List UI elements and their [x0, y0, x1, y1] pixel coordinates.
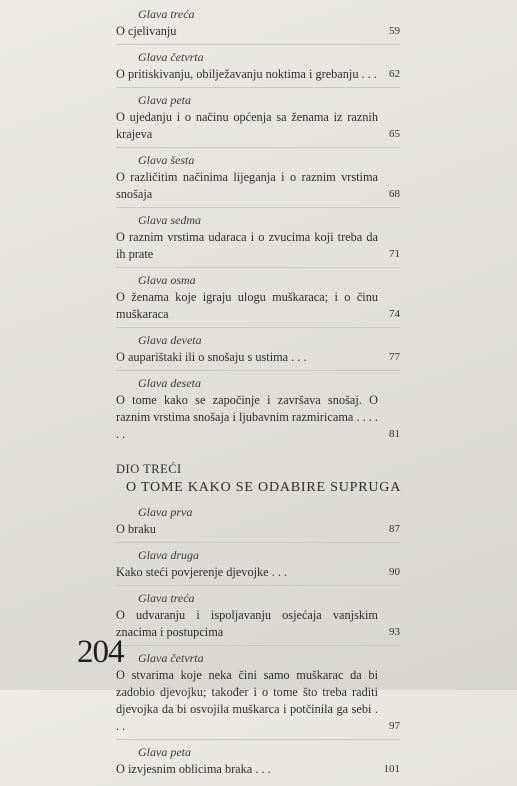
page-number: 71	[389, 248, 400, 260]
toc-entry	[116, 650, 400, 740]
chapter-label: Glava četvrta	[138, 50, 204, 64]
page-number: 90	[389, 566, 400, 578]
entry-row	[116, 23, 400, 40]
chapter-label: Glava deseta	[138, 376, 201, 390]
entry-row	[116, 229, 400, 263]
toc-entry	[116, 152, 400, 208]
entry-title: O stvarima koje neka čini samo muškarac da bi zadobio djevojku; također i o tome što treba raditi djevojka da bi osvojila muškarca i potčinila ga sebi . . .	[116, 668, 378, 733]
toc-entry	[116, 49, 400, 88]
page-number: 81	[389, 428, 400, 440]
chapter-label: Glava druga	[138, 548, 199, 562]
entry-title: O cjelivanju	[116, 24, 177, 38]
entry-row	[116, 392, 400, 443]
entry-row	[116, 607, 400, 641]
entry-row	[116, 564, 400, 581]
toc-entry	[116, 547, 400, 586]
entry-title: O pritiskivanju, obilježavanju noktima i grebanju . . .	[116, 67, 377, 81]
entry-title: O ujedanju i o načinu općenja sa ženama iz raznih krajeva	[116, 110, 378, 141]
toc-entry	[116, 212, 400, 268]
chapter-label: Glava osma	[138, 273, 196, 287]
toc-entry	[116, 272, 400, 328]
entry-row	[116, 169, 400, 203]
entry-title: O udvaranju i ispoljavanju osjećaja vanjskim znacima i postupcima	[116, 608, 378, 639]
page-number: 97	[389, 720, 400, 732]
page-number: 68	[389, 188, 400, 200]
page-number: 93	[389, 626, 400, 638]
folio-page-number: 204	[77, 634, 124, 670]
toc-entry	[116, 332, 400, 371]
toc-entry	[116, 744, 400, 782]
chapter-label: Glava sedma	[138, 213, 201, 227]
toc-entry	[116, 590, 400, 646]
entry-title: O tome kako se započinje i završava snošaj. O raznim vrstima snošaja i ljubavnim razmiricama . . . . . .	[116, 393, 378, 441]
page-number: 65	[389, 128, 400, 140]
part-title: O TOME KAKO SE ODABIRE SUPRUGA	[126, 480, 402, 495]
chapter-label: Glava treća	[138, 7, 195, 21]
page-number: 87	[389, 523, 400, 535]
entry-title: O raznim vrstima udaraca i o zvucima koji treba da ih prate	[116, 230, 378, 261]
entry-title: Kako steći povjerenje djevojke . . .	[116, 565, 288, 579]
chapter-label: Glava četvrta	[138, 651, 204, 665]
entry-row	[116, 521, 400, 538]
table-of-contents	[116, 6, 400, 786]
page-number: 59	[389, 25, 400, 37]
entry-title: O različitim načinima lijeganja i o raznim vrstima snošaja	[116, 170, 378, 201]
part-heading	[116, 461, 400, 498]
chapter-label: Glava prva	[138, 505, 193, 519]
entry-row	[116, 289, 400, 323]
chapter-label: Glava deveta	[138, 333, 202, 347]
part-label: DIO TREĆI	[116, 462, 182, 476]
chapter-label: Glava treća	[138, 591, 195, 605]
page-number: 77	[389, 351, 400, 363]
toc-entry	[116, 6, 400, 45]
chapter-label: Glava šesta	[138, 153, 195, 167]
page-number: 62	[389, 68, 400, 80]
entry-row	[116, 109, 400, 143]
entry-title: O braku	[116, 522, 156, 536]
entry-title: O ženama koje igraju ulogu muškaraca; i o činu muškaraca	[116, 290, 378, 321]
entry-row	[116, 349, 400, 366]
entry-row	[116, 667, 400, 735]
page-number: 74	[389, 308, 400, 320]
entry-row	[116, 66, 400, 83]
toc-entry	[116, 92, 400, 148]
page-number: 101	[383, 763, 400, 775]
entry-title: O auparištaki ili o snošaju s ustima . . .	[116, 350, 307, 364]
toc-entry	[116, 375, 400, 447]
entry-row	[116, 761, 400, 778]
entry-title: O izvjesnim oblicima braka . . .	[116, 762, 271, 776]
toc-entry	[116, 504, 400, 543]
chapter-label: Glava peta	[138, 745, 191, 759]
chapter-label: Glava peta	[138, 93, 191, 107]
